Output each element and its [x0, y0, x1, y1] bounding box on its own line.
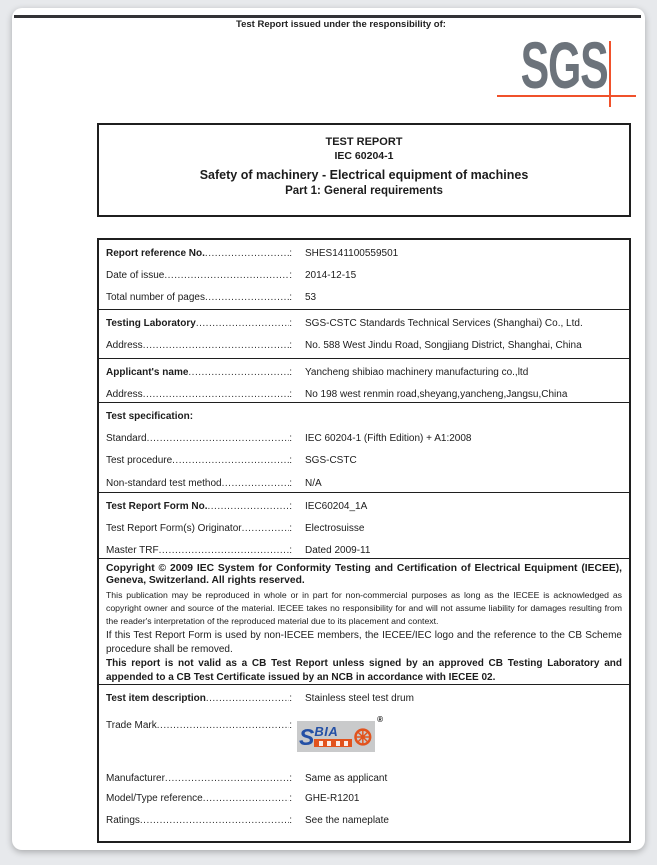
field-label: Address: [106, 389, 143, 401]
field-label: Test Report Form No.: [106, 500, 208, 512]
section-report-reference: [99, 240, 629, 309]
colon: [289, 367, 292, 378]
colon: [289, 248, 292, 259]
colon: [289, 389, 292, 400]
section-copyright: [99, 558, 629, 684]
colon: [289, 433, 292, 444]
dot-leader: [188, 367, 289, 378]
field-value: GHE-R1201: [305, 793, 360, 804]
copyright-body: If this Test Report Form is used by non-IECEE members, the IECEE/IEC logo and the reference to the CB Scheme procedure shall be removed.: [106, 630, 622, 656]
dot-leader: [242, 523, 290, 534]
field-value: See the nameplate: [305, 815, 389, 826]
field-row-manufacturer: [99, 773, 629, 784]
field-row-testing-laboratory: [99, 312, 629, 334]
page-top-rule: [14, 15, 641, 18]
field-row-lab-address: [99, 334, 629, 356]
field-value: Dated 2009-11: [305, 545, 371, 557]
section-test-report-form: [99, 492, 629, 558]
field-value: Stainless steel test drum: [305, 693, 414, 704]
field-label: Test procedure: [106, 455, 173, 467]
dot-leader: [205, 248, 289, 259]
field-label: Non-standard test method: [106, 477, 222, 489]
colon: [289, 270, 292, 281]
report-table: [97, 238, 631, 843]
field-label: Date of issue: [106, 270, 165, 282]
dot-leader: [207, 501, 289, 512]
section-heading: Test specification:: [106, 410, 194, 422]
field-label: Test item description: [106, 693, 206, 704]
field-row-model-type: [99, 793, 629, 804]
field-value: N/A: [305, 477, 322, 489]
trademark-letter-s: S: [299, 723, 315, 750]
field-value: SGS-CSTC Standards Technical Services (Shanghai) Co., Ltd.: [305, 317, 583, 329]
field-row-applicant-name: [99, 361, 629, 383]
field-row-test-specification-heading: [99, 405, 629, 427]
section-test-specification: [99, 402, 629, 492]
field-row-report-reference: [99, 242, 629, 264]
section-testing-laboratory: [99, 309, 629, 358]
field-label: Ratings: [106, 815, 140, 826]
field-label: Total number of pages: [106, 292, 205, 304]
dot-leader: [205, 292, 289, 303]
dot-leader: [140, 815, 289, 826]
dot-leader: [143, 389, 290, 400]
field-value: No 198 west renmin road,sheyang,yancheng,Jangsu,China: [305, 389, 568, 401]
dot-leader: [159, 545, 290, 556]
colon: [289, 815, 292, 826]
colon: [289, 793, 292, 804]
copyright-bold-notice: This report is not valid as a CB Test Report unless signed by an approved CB Testing Laboratory and appended to a CB Test Certificate issued by an NCB in accordance with IECEE 02.: [106, 658, 622, 683]
title-line-3: Safety of machinery - Electrical equipment of machines: [199, 168, 529, 182]
colon: [289, 455, 292, 466]
field-value: 53: [305, 292, 317, 304]
field-label: Trade Mark: [106, 720, 157, 731]
field-row-ratings: [99, 815, 629, 826]
dot-leader: [147, 433, 290, 444]
field-row-date-of-issue: [99, 264, 629, 286]
colon: [289, 478, 292, 489]
dot-leader: [143, 340, 290, 351]
field-value: IEC60204_1A: [305, 500, 368, 512]
header-note: Test Report issued under the responsibility of:: [236, 19, 446, 30]
title-line-4: Part 1: General requirements: [285, 185, 443, 197]
sgs-logo: [492, 28, 652, 118]
section-applicant: [99, 358, 629, 402]
field-label: Test Report Form(s) Originator: [106, 523, 242, 535]
dot-leader: [157, 720, 289, 731]
colon: [289, 501, 292, 512]
colon: [289, 523, 292, 534]
field-label: Standard: [106, 433, 147, 445]
colon: [289, 318, 292, 329]
field-row-test-item-description: [99, 693, 629, 704]
field-label: Testing Laboratory: [106, 317, 196, 329]
trademark-chinese-strip: [314, 739, 352, 747]
section-test-item: [99, 684, 629, 841]
field-label: Report reference No.: [106, 247, 205, 259]
field-value: SGS-CSTC: [305, 455, 357, 467]
field-value: Same as applicant: [305, 773, 388, 784]
dot-leader: [172, 455, 289, 466]
trademark-letters-bia: BIA: [314, 724, 339, 739]
title-line-2: IEC 60204-1: [334, 150, 394, 162]
colon: [289, 545, 292, 556]
sgs-crosshair-vertical: [609, 41, 611, 107]
colon: [289, 693, 292, 704]
wheel-icon: [353, 725, 373, 749]
field-value: Electrosuisse: [305, 523, 365, 535]
field-row-test-procedure: [99, 450, 629, 472]
field-row-form-originator: [99, 517, 629, 539]
dot-leader: [196, 318, 289, 329]
dot-leader: [222, 478, 290, 489]
dot-leader: [206, 693, 289, 704]
field-value: No. 588 West Jindu Road, Songjiang District, Shanghai, China: [305, 340, 582, 352]
copyright-small-print: This publication may be reproduced in whole or in part for non-commercial purposes as long as the IECEE is acknowledged as copyright owner and source of the material. IECEE takes no responsibility for and will not assume liability for damages resulting from the reader's interpretation of the reproduced material due to its placement and context.: [106, 590, 622, 627]
colon: [289, 340, 292, 351]
field-value: IEC 60204-1 (Fifth Edition) + A1:2008: [305, 433, 472, 445]
field-row-form-no: [99, 495, 629, 517]
field-label: Address: [106, 340, 143, 352]
report-page: [12, 8, 645, 850]
field-value: SHES141100559501: [305, 247, 399, 259]
copyright-bold-intro: Copyright © 2009 IEC System for Conformity Testing and Certification of Electrical Equipment (IECEE), Geneva, Switzerland. All rights reserved.: [106, 563, 622, 587]
title-line-1: TEST REPORT: [325, 136, 403, 148]
field-value: Yancheng shibiao machinery manufacturing co.,ltd: [305, 366, 529, 378]
registered-mark: ®: [377, 715, 383, 724]
field-label: Applicant's name: [106, 366, 189, 378]
trademark-logo: [297, 715, 383, 752]
field-row-trade-mark: [99, 715, 629, 752]
title-box: [97, 123, 631, 217]
field-row-total-pages: [99, 287, 629, 309]
colon: [289, 292, 292, 303]
dot-leader: [203, 793, 290, 804]
field-label: Master TRF: [106, 545, 159, 557]
dot-leader: [164, 270, 289, 281]
colon: [289, 773, 292, 784]
field-label: Manufacturer: [106, 773, 165, 784]
field-label: Model/Type reference: [106, 793, 203, 804]
field-value: 2014-12-15: [305, 270, 357, 282]
colon: [289, 720, 292, 731]
field-row-standard: [99, 427, 629, 449]
sgs-logo-text: SGS: [520, 28, 607, 102]
dot-leader: [165, 773, 289, 784]
